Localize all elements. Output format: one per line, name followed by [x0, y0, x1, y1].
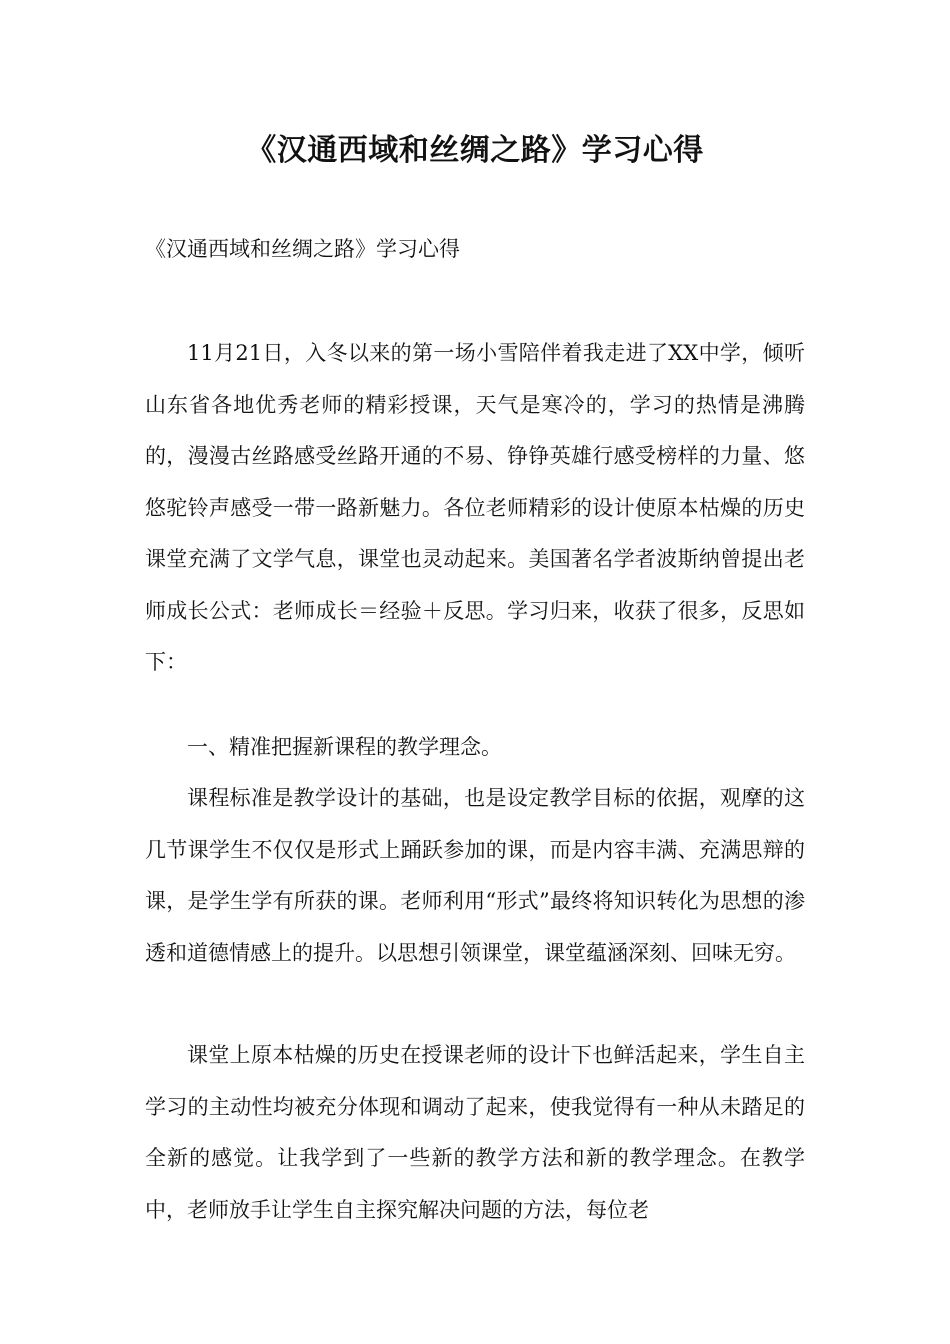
paragraph-intro: 11月21日，入冬以来的第一场小雪陪伴着我走进了XX中学，倾听山东省各地优秀老师的精彩授课，天气是寒冷的，学习的热情是沸腾的，漫漫古丝路感受丝路开通的不易、铮铮英雄行感受榜样的力量、悠悠驼铃声感受一带一路新魅力。各位老师精彩的设计使原本枯燥的历史课堂充满了文学气息，课堂也灵动起来。美国著名学者波斯纳曾提出老师成长公式：老师成长＝经验＋反思。学习归来，收获了很多，反思如下：	[145, 341, 805, 674]
section-heading-1: 一、精准把握新课程的教学理念。	[187, 735, 502, 759]
paragraph-curriculum: 课程标准是教学设计的基础，也是设定教学目标的依据，观摩的这几节课学生不仅仅是形式上踊跃参加的课，而是内容丰满、充满思辩的课，是学生学有所获的课。老师利用“形式”最终将知识转化为思想的渗透和道德情感上的提升。以思想引领课堂，课堂蕴涵深刻、回味无穷。	[145, 786, 805, 965]
paragraph-classroom: 课堂上原本枯燥的历史在授课老师的设计下也鲜活起来，学生自主学习的主动性均被充分体现和调动了起来，使我觉得有一种从未踏足的全新的感觉。让我学到了一些新的教学方法和新的教学理念。在教学中，老师放手让学生自主探究解决问题的方法，每位老	[145, 1043, 805, 1222]
document-subtitle: 《汉通西域和丝绸之路》学习心得	[145, 237, 460, 261]
document-title: 《汉通西域和丝绸之路》学习心得	[246, 133, 704, 168]
